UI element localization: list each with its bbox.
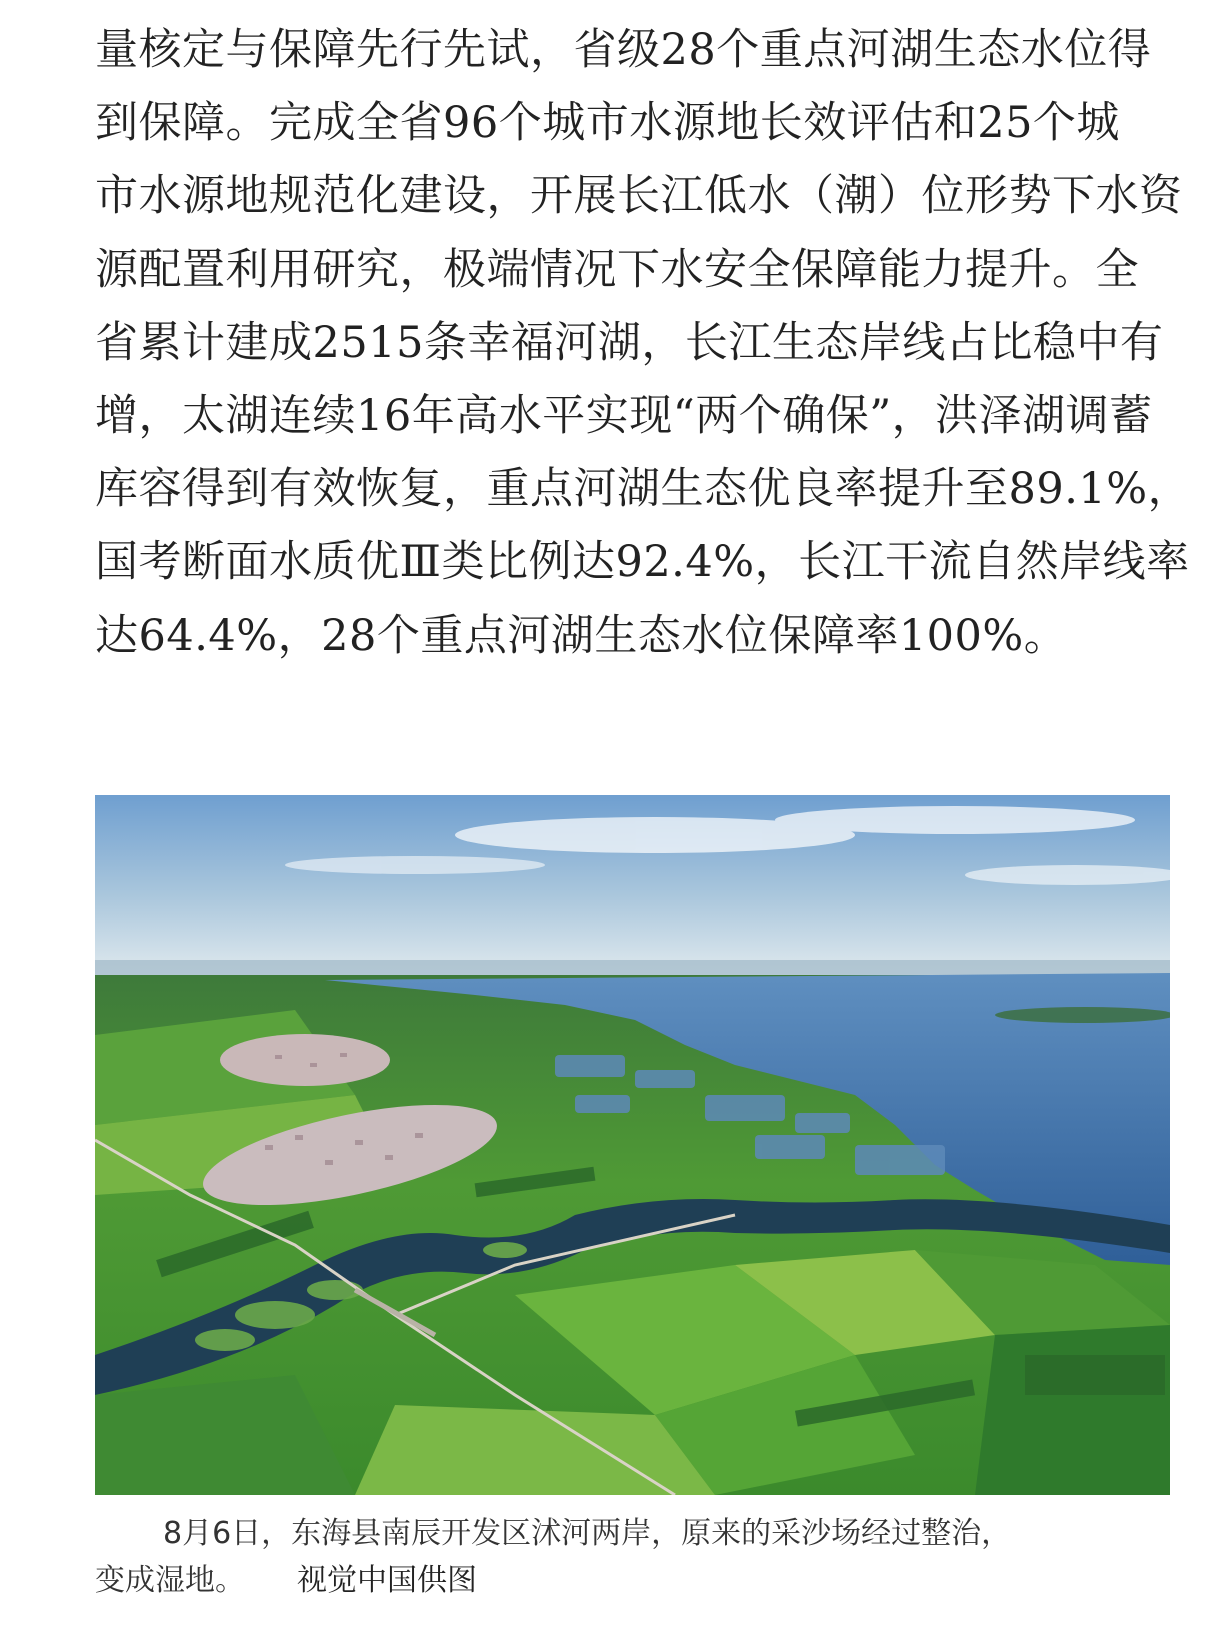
- article-line: 库容得到有效恢复，重点河湖生态优良率提升至89.1%，: [95, 464, 1192, 515]
- article-body: [95, 14, 1192, 673]
- article-line: 国考断面水质优Ⅲ类比例达92.4%，长江干流自然岸线率: [95, 537, 1190, 588]
- caption-line: 8月6日，东海县南辰开发区沭河两岸，原来的采沙场经过整治，: [163, 1516, 1012, 1551]
- photo-credit: 视觉中国供图: [297, 1563, 477, 1598]
- article-line: 增，太湖连续16年高水平实现“两个确保”，洪泽湖调蓄: [95, 391, 1153, 442]
- article-line: 省累计建成2515条幸福河湖，长江生态岸线占比稳中有: [95, 317, 1164, 368]
- photo-caption: [95, 1510, 1170, 1604]
- village-north: [220, 1034, 390, 1086]
- article-line: 到保障。完成全省96个城市水源地长效评估和25个城: [95, 98, 1120, 149]
- article-line: 量核定与保障先行先试，省级28个重点河湖生态水位得: [95, 25, 1152, 75]
- article-line: 市水源地规范化建设，开展长江低水（潮）位形势下水资: [95, 171, 1183, 222]
- caption-line-last: [95, 1557, 1170, 1604]
- caption-text: 变成湿地。: [95, 1563, 245, 1598]
- aerial-wetland-photo: [95, 795, 1170, 1495]
- article-line: 源配置利用研究，极端情况下水安全保障能力提升。全: [95, 244, 1139, 295]
- article-line: 达64.4%，28个重点河湖生态水位保障率100%。: [95, 610, 1068, 661]
